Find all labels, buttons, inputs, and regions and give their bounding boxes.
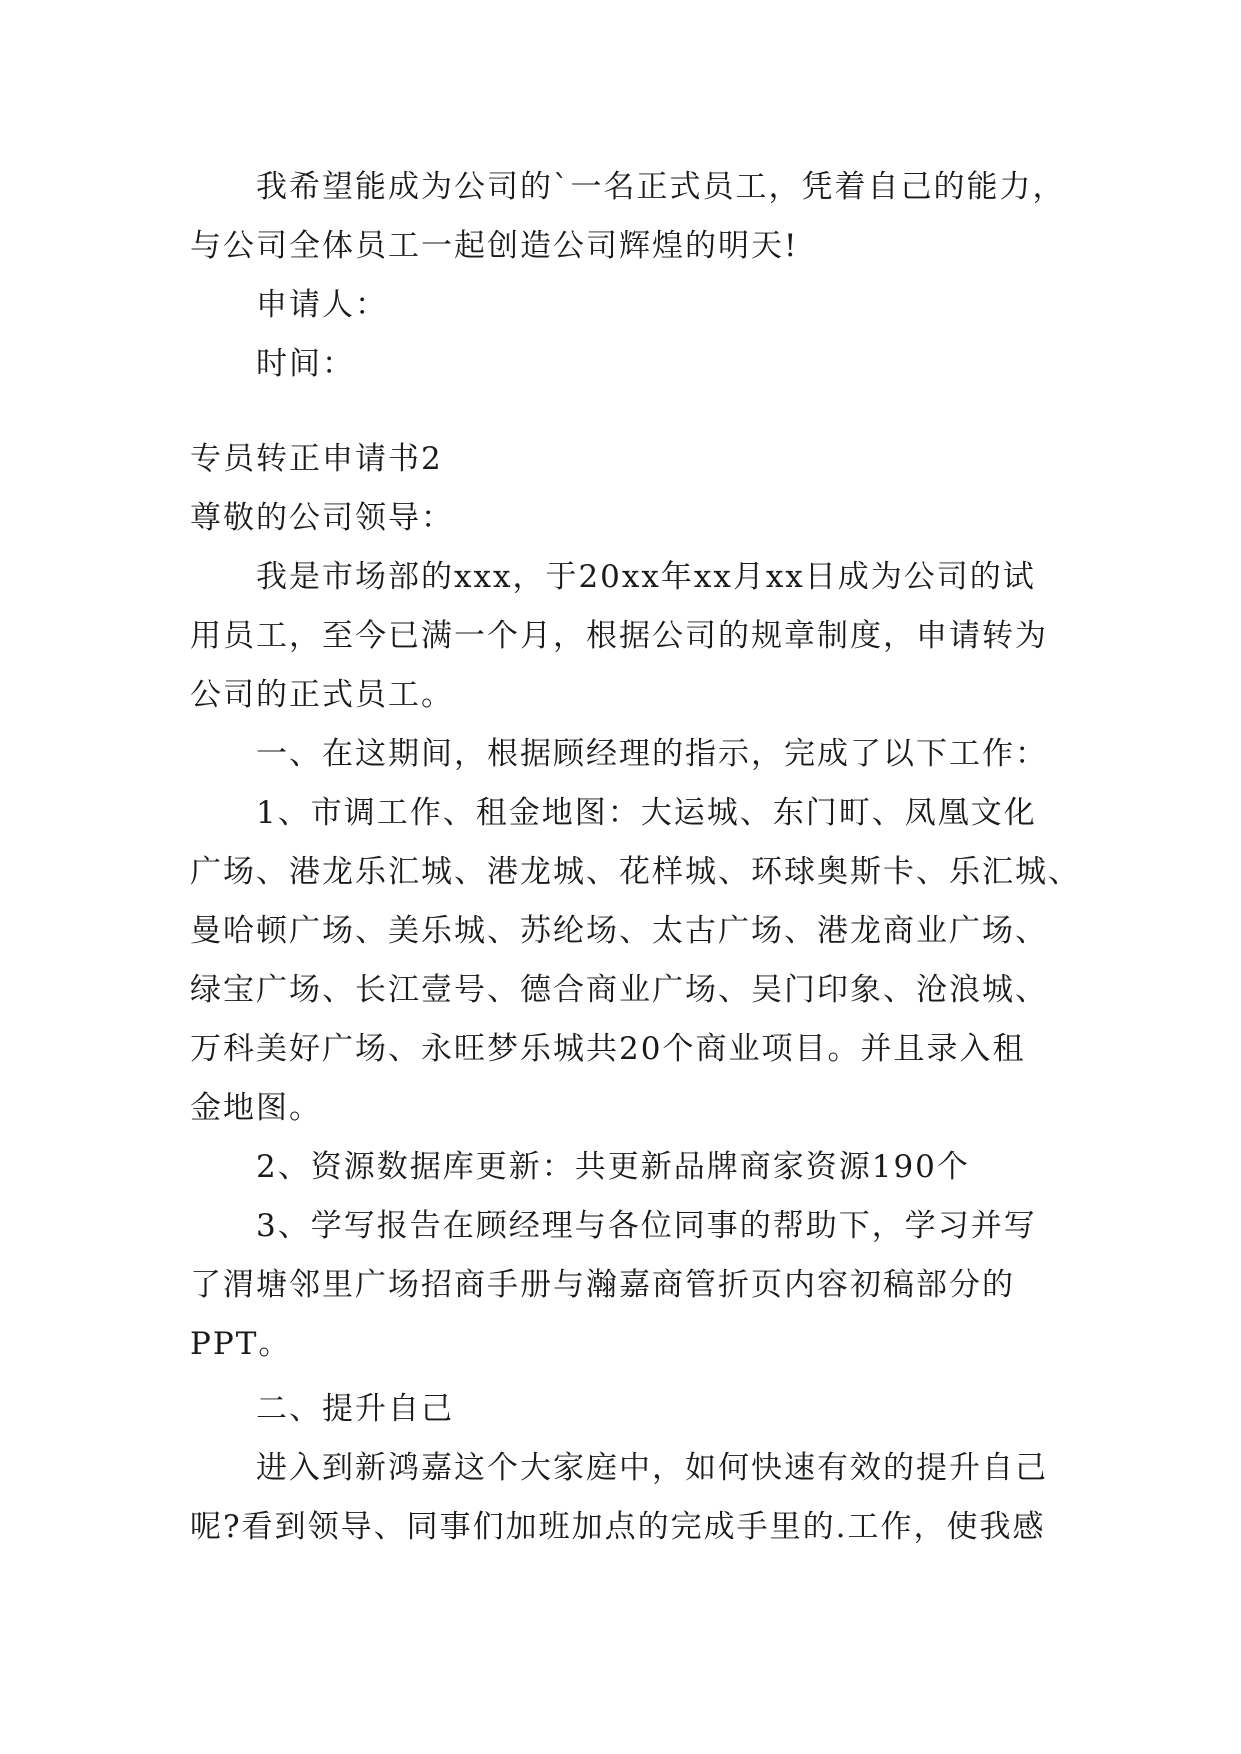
intro-paragraph-line-2: 与公司全体员工一起创造公司辉煌的明天! [190,228,799,264]
heading-work-done: 一、在这期间，根据顾经理的指示，完成了以下工作： [256,736,1048,772]
section-title: 专员转正申请书2 [190,441,443,477]
intro-paragraph-line-1: 我希望能成为公司的`一名正式员工，凭着自己的能力， [256,169,1066,205]
document-body [190,158,1080,1557]
heading-self-improvement: 二、提升自己 [256,1391,454,1427]
item-1-line-6: 金地图。 [190,1090,322,1126]
item-1-line-1: 1、市调工作、租金地图：大运城、东门町、凤凰文化 [256,795,1037,831]
applicant-label: 申请人： [256,287,388,323]
intro-line-3: 公司的正式员工。 [190,677,454,713]
item-3-line-3: PPT。 [190,1326,292,1362]
intro-line-1: 我是市场部的xxx，于20xx年xx月xx日成为公司的试 [256,559,1036,595]
item-1-line-2: 广场、港龙乐汇城、港龙城、花样城、环球奥斯卡、乐汇城、 [190,854,1081,890]
intro-line-2: 用员工，至今已满一个月，根据公司的规章制度，申请转为 [190,618,1048,654]
item-2: 2、资源数据库更新：共更新品牌商家资源190个 [256,1149,970,1185]
final-paragraph-line-1: 进入到新鸿嘉这个大家庭中，如何快速有效的提升自己 [256,1450,1048,1486]
final-paragraph-line-2: 呢?看到领导、同事们加班加点的完成手里的.工作，使我感 [190,1509,1046,1545]
time-label: 时间： [256,346,355,382]
section-spacer [190,394,1080,430]
item-1-line-4: 绿宝广场、长江壹号、德合商业广场、吴门印象、沧浪城、 [190,972,1048,1008]
item-3-line-2: 了渭塘邻里广场招商手册与瀚嘉商管折页内容初稿部分的 [190,1267,1015,1303]
item-3-line-1: 3、学写报告在顾经理与各位同事的帮助下，学习并写 [256,1208,1037,1244]
salutation: 尊敬的公司领导： [190,500,454,536]
item-1-line-3: 曼哈顿广场、美乐城、苏纶场、太古广场、港龙商业广场、 [190,913,1048,949]
item-1-line-5: 万科美好广场、永旺梦乐城共20个商业项目。并且录入租 [190,1031,1026,1067]
